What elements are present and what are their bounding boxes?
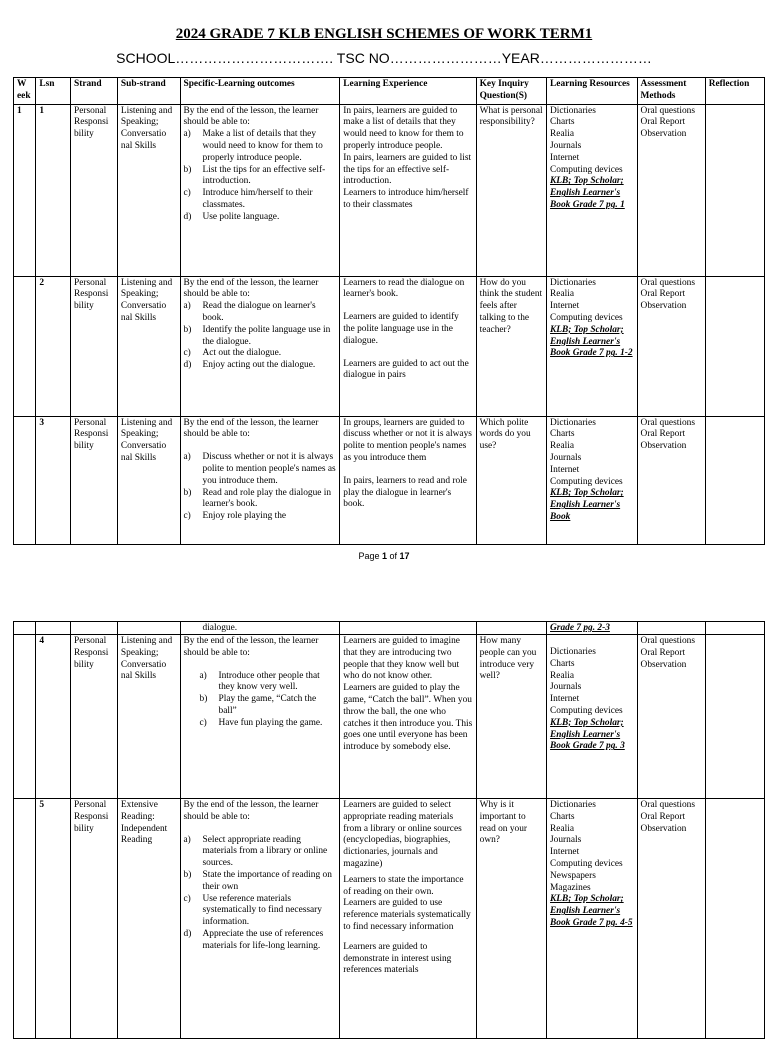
lesson-cell: 1 (36, 104, 71, 276)
reflection-cell (705, 276, 764, 416)
experience-cell (340, 635, 476, 799)
resource-item: Internet (550, 464, 580, 475)
substrand-cell: Listening and Speaking; Conversatio nal Skills (117, 635, 180, 799)
schemes-table (13, 77, 765, 545)
resource-item: Magazines (550, 882, 591, 893)
strand-cell: Personal Responsi bility (70, 276, 117, 416)
experience-cell (340, 799, 476, 1039)
inquiry-cell: Why is it important to read on your own? (476, 799, 546, 1039)
outcomes-cell (180, 416, 340, 544)
outcome-item: c) Have fun playing the game. (200, 718, 337, 730)
resources-cell (547, 622, 638, 635)
resource-item: Realia (550, 289, 574, 300)
assessment-cell (637, 799, 705, 1039)
header-assessment: Assessment Methods (637, 78, 705, 105)
resource-item: Computing devices (550, 476, 623, 487)
book-reference-continuation: Grade 7 pg. 2-3 (550, 623, 610, 633)
week-cell: 1 (14, 104, 36, 276)
week-cell (14, 416, 36, 544)
assessment-cell (637, 416, 705, 544)
experience-item: Learners are guided to select appropriate reading materials from a library or online sources (encyclopedias, biographies, dictionaries, journals and magazine) (343, 800, 462, 869)
resource-item: Internet (550, 694, 580, 705)
experience-cell (340, 416, 476, 544)
lesson-cell (36, 622, 71, 635)
outcome-item: c) Introduce him/herself to their classmates. (184, 188, 337, 212)
outcome-item: c) Act out the dialogue. (184, 348, 337, 360)
header-reflection: Reflection (705, 78, 764, 105)
substrand-cell: Listening and Speaking; Conversatio nal Skills (117, 416, 180, 544)
outcome-item: a) Introduce other people that they know very well. (200, 671, 337, 695)
inquiry-cell: Which polite words do you use? (476, 416, 546, 544)
resource-item: Charts (550, 117, 575, 128)
book-reference: KLB; Top Scholar; English Learner's Book Grade 7 pg. 3 (550, 717, 625, 752)
lesson-cell: 5 (36, 799, 71, 1039)
outcomes-cell (180, 276, 340, 416)
resource-item: Charts (550, 429, 575, 440)
resource-item: Dictionaries (550, 105, 596, 116)
table-row (14, 799, 765, 1039)
reflection-cell (705, 799, 764, 1039)
strand-cell: Personal Responsi bility (70, 635, 117, 799)
lesson-cell: 4 (36, 635, 71, 799)
assessment-item: Oral questions (640, 800, 695, 810)
lesson-cell: 3 (36, 416, 71, 544)
assessment-item: Oral questions (640, 105, 695, 116)
outcome-item: c) Use reference materials systematically to find necessary information. (184, 894, 337, 929)
outcome-continuation: dialogue. (202, 623, 238, 633)
assessment-item: Observation (640, 129, 687, 140)
table-row (14, 104, 765, 276)
outcomes-cell (180, 635, 340, 799)
assessment-item: Oral Report (640, 289, 686, 300)
outcome-item: b) Read and role play the dialogue in learner's book. (184, 488, 337, 512)
experience-cell (340, 104, 476, 276)
strand-cell: Personal Responsi bility (70, 104, 117, 276)
schemes-table-continued (13, 621, 765, 1039)
resources-cell (547, 276, 638, 416)
outcome-item: d) Enjoy acting out the dialogue. (184, 360, 337, 372)
strand-cell (70, 622, 117, 635)
assessment-cell (637, 635, 705, 799)
experience-item: Learners are guided to demonstrate in interest using references materials (343, 941, 452, 976)
assessment-item: Oral Report (640, 429, 686, 440)
header-experience: Learning Experience (340, 78, 476, 105)
resource-item: Journals (550, 140, 582, 151)
substrand-cell (117, 622, 180, 635)
outcomes-intro: By the end of the lesson, the learner should be able to: (183, 105, 319, 128)
assessment-item: Observation (640, 823, 687, 834)
inquiry-cell: How do you think the student feels after talking to the teacher? (476, 276, 546, 416)
resource-item: Charts (550, 658, 575, 669)
resource-item: Internet (550, 152, 580, 163)
experience-item: Learners are guided to act out the dialogue in pairs (343, 358, 469, 381)
resource-item: Realia (550, 670, 574, 681)
experience-item: In groups, learners are guided to discuss whether or not it is always polite to mention people's names as you introduce them (343, 417, 472, 463)
substrand-cell: Listening and Speaking; Conversatio nal Skills (117, 104, 180, 276)
experience-item: Learners to state the importance of reading on their own. (343, 874, 464, 897)
header-week: W eek (14, 78, 36, 105)
document-title: 2024 GRADE 7 KLB ENGLISH SCHEMES OF WORK TERM1 (175, 26, 593, 42)
outcomes-cell (180, 104, 340, 276)
experience-item: In pairs, learners to read and role play the dialogue in learner's book. (343, 475, 467, 510)
outcome-item: d) Appreciate the use of references materials for life-long learning. (184, 929, 337, 953)
resource-item: Journals (550, 682, 582, 693)
substrand-cell: Listening and Speaking; Conversatio nal Skills (117, 276, 180, 416)
week-cell (14, 622, 36, 635)
experience-item: Learners are guided to identify the polite language use in the dialogue. (343, 312, 459, 346)
assessment-item: Observation (640, 441, 687, 452)
assessment-item: Observation (640, 301, 687, 312)
assessment-item: Oral Report (640, 811, 686, 822)
week-cell (14, 276, 36, 416)
week-cell (14, 635, 36, 799)
table-row (14, 635, 765, 799)
outcome-item: a) Read the dialogue on learner's book. (184, 301, 337, 325)
experience-item: Learners are guided to imagine that they are introducing two people that they know well but who do not know other. (343, 636, 460, 682)
footer-middle: of (387, 551, 400, 561)
assessment-item: Oral questions (640, 636, 695, 646)
header-strand: Strand (70, 78, 117, 105)
book-reference: KLB; Top Scholar; English Learner's Book Grade 7 pg. 1-2 (550, 324, 633, 359)
outcomes-intro: By the end of the lesson, the learner should be able to: (183, 800, 319, 822)
resource-item: Computing devices (550, 164, 623, 175)
outcome-item: b) State the importance of reading on their own (184, 870, 337, 894)
assessment-item: Oral Report (640, 117, 686, 128)
resources-cell (547, 799, 638, 1039)
resource-item: Charts (550, 811, 575, 822)
inquiry-cell: How many people can you introduce very well? (476, 635, 546, 799)
footer-current-page: 1 (381, 551, 387, 561)
resource-item: Dictionaries (550, 800, 596, 810)
book-reference: KLB; Top Scholar; English Learner's Book Grade 7 pg. 1 (550, 176, 625, 210)
header-inquiry: Key Inquiry Question(S) (476, 78, 546, 105)
resource-item: Realia (550, 441, 574, 452)
outcomes-intro: By the end of the lesson, the learner should be able to: (183, 277, 319, 300)
reflection-cell (705, 635, 764, 799)
resource-item: Computing devices (550, 312, 623, 323)
resource-item: Realia (550, 129, 574, 140)
outcome-item: b) List the tips for an effective self-introduction. (184, 165, 337, 189)
resource-item: Newspapers (550, 870, 596, 881)
experience-item: Learners are guided to play the game, “Catch the ball”. When you throw the ball, the one who catches it then introduce you. This goes one until everyone has been introduce by somebody else. (343, 683, 473, 753)
inquiry-cell: What is personal responsibility? (476, 104, 546, 276)
school-info-line: SCHOOL……………………………. TSC NO……………………YEAR…………………… (116, 50, 652, 66)
experience-item: Learners are guided to use reference materials systematically to find necessary information (343, 898, 471, 932)
resource-item: Journals (550, 835, 582, 846)
assessment-item: Oral questions (640, 277, 695, 288)
table-row-continuation (14, 622, 765, 635)
assessment-cell (637, 622, 705, 635)
experience-item: In pairs, learners are guided to make a list of details that they would need to know for them to properly introduce people. (343, 105, 464, 151)
assessment-item: Observation (640, 659, 687, 670)
resources-cell (547, 635, 638, 799)
header-substrand: Sub-strand (117, 78, 180, 105)
resources-cell (547, 416, 638, 544)
outcome-item: a) Discuss whether or not it is always polite to mention people's names as you introduce them. (184, 452, 337, 487)
strand-cell: Personal Responsi bility (70, 799, 117, 1039)
outcome-item: c) Enjoy role playing the (184, 511, 337, 523)
resource-item: Computing devices (550, 858, 623, 869)
experience-item: Learners to introduce him/herself to their classmates (343, 188, 469, 210)
reflection-cell (705, 622, 764, 635)
resource-item: Realia (550, 823, 574, 834)
week-cell (14, 799, 36, 1039)
footer-prefix: Page (358, 551, 382, 561)
outcomes-cell (180, 622, 340, 635)
table-row (14, 276, 765, 416)
resource-item: Dictionaries (550, 647, 596, 657)
resource-item: Computing devices (550, 705, 623, 716)
experience-cell (340, 622, 476, 635)
inquiry-cell (476, 622, 546, 635)
reflection-cell (705, 416, 764, 544)
outcome-item: b) Play the game, “Catch the ball” (200, 694, 337, 718)
experience-item: Learners to read the dialogue on learner's book. (343, 277, 465, 300)
experience-item: In pairs, learners are guided to list the tips for an effective self-introduction. (343, 152, 472, 187)
outcome-item: d) Use polite language. (184, 212, 337, 224)
document-page-2 (0, 618, 768, 1024)
header-resources: Learning Resources (547, 78, 638, 105)
substrand-cell: Extensive Reading: Independent Reading (117, 799, 180, 1039)
outcomes-intro: By the end of the lesson, the learner should be able to: (183, 636, 319, 658)
resource-item: Dictionaries (550, 417, 596, 428)
table-row (14, 416, 765, 544)
book-reference: KLB; Top Scholar; English Learner's Book (550, 488, 624, 522)
lesson-cell: 2 (36, 276, 71, 416)
resource-item: Dictionaries (550, 277, 596, 288)
reflection-cell (705, 104, 764, 276)
outcome-item: a) Make a list of details that they would need to know for them to properly introduce people. (184, 129, 337, 164)
header-lesson: Lsn (36, 78, 71, 105)
assessment-cell (637, 276, 705, 416)
outcomes-cell (180, 799, 340, 1039)
resources-cell (547, 104, 638, 276)
resource-item: Internet (550, 847, 580, 858)
header-outcomes: Specific-Learning outcomes (180, 78, 340, 105)
experience-cell (340, 276, 476, 416)
outcomes-intro: By the end of the lesson, the learner should be able to: (183, 417, 319, 440)
page-footer (0, 551, 768, 561)
table-header-row (14, 78, 765, 105)
outcome-item: b) Identify the polite language use in the dialogue. (184, 325, 337, 349)
footer-total-pages: 17 (399, 551, 410, 561)
assessment-item: Oral Report (640, 647, 686, 658)
resource-item: Journals (550, 452, 582, 463)
assessment-cell (637, 104, 705, 276)
assessment-item: Oral questions (640, 417, 695, 428)
strand-cell: Personal Responsi bility (70, 416, 117, 544)
outcome-item: a) Select appropriate reading materials from a library or online sources. (184, 835, 337, 870)
resource-item: Internet (550, 301, 580, 312)
book-reference: KLB; Top Scholar; English Learner's Book Grade 7 pg. 4-5 (550, 894, 633, 928)
